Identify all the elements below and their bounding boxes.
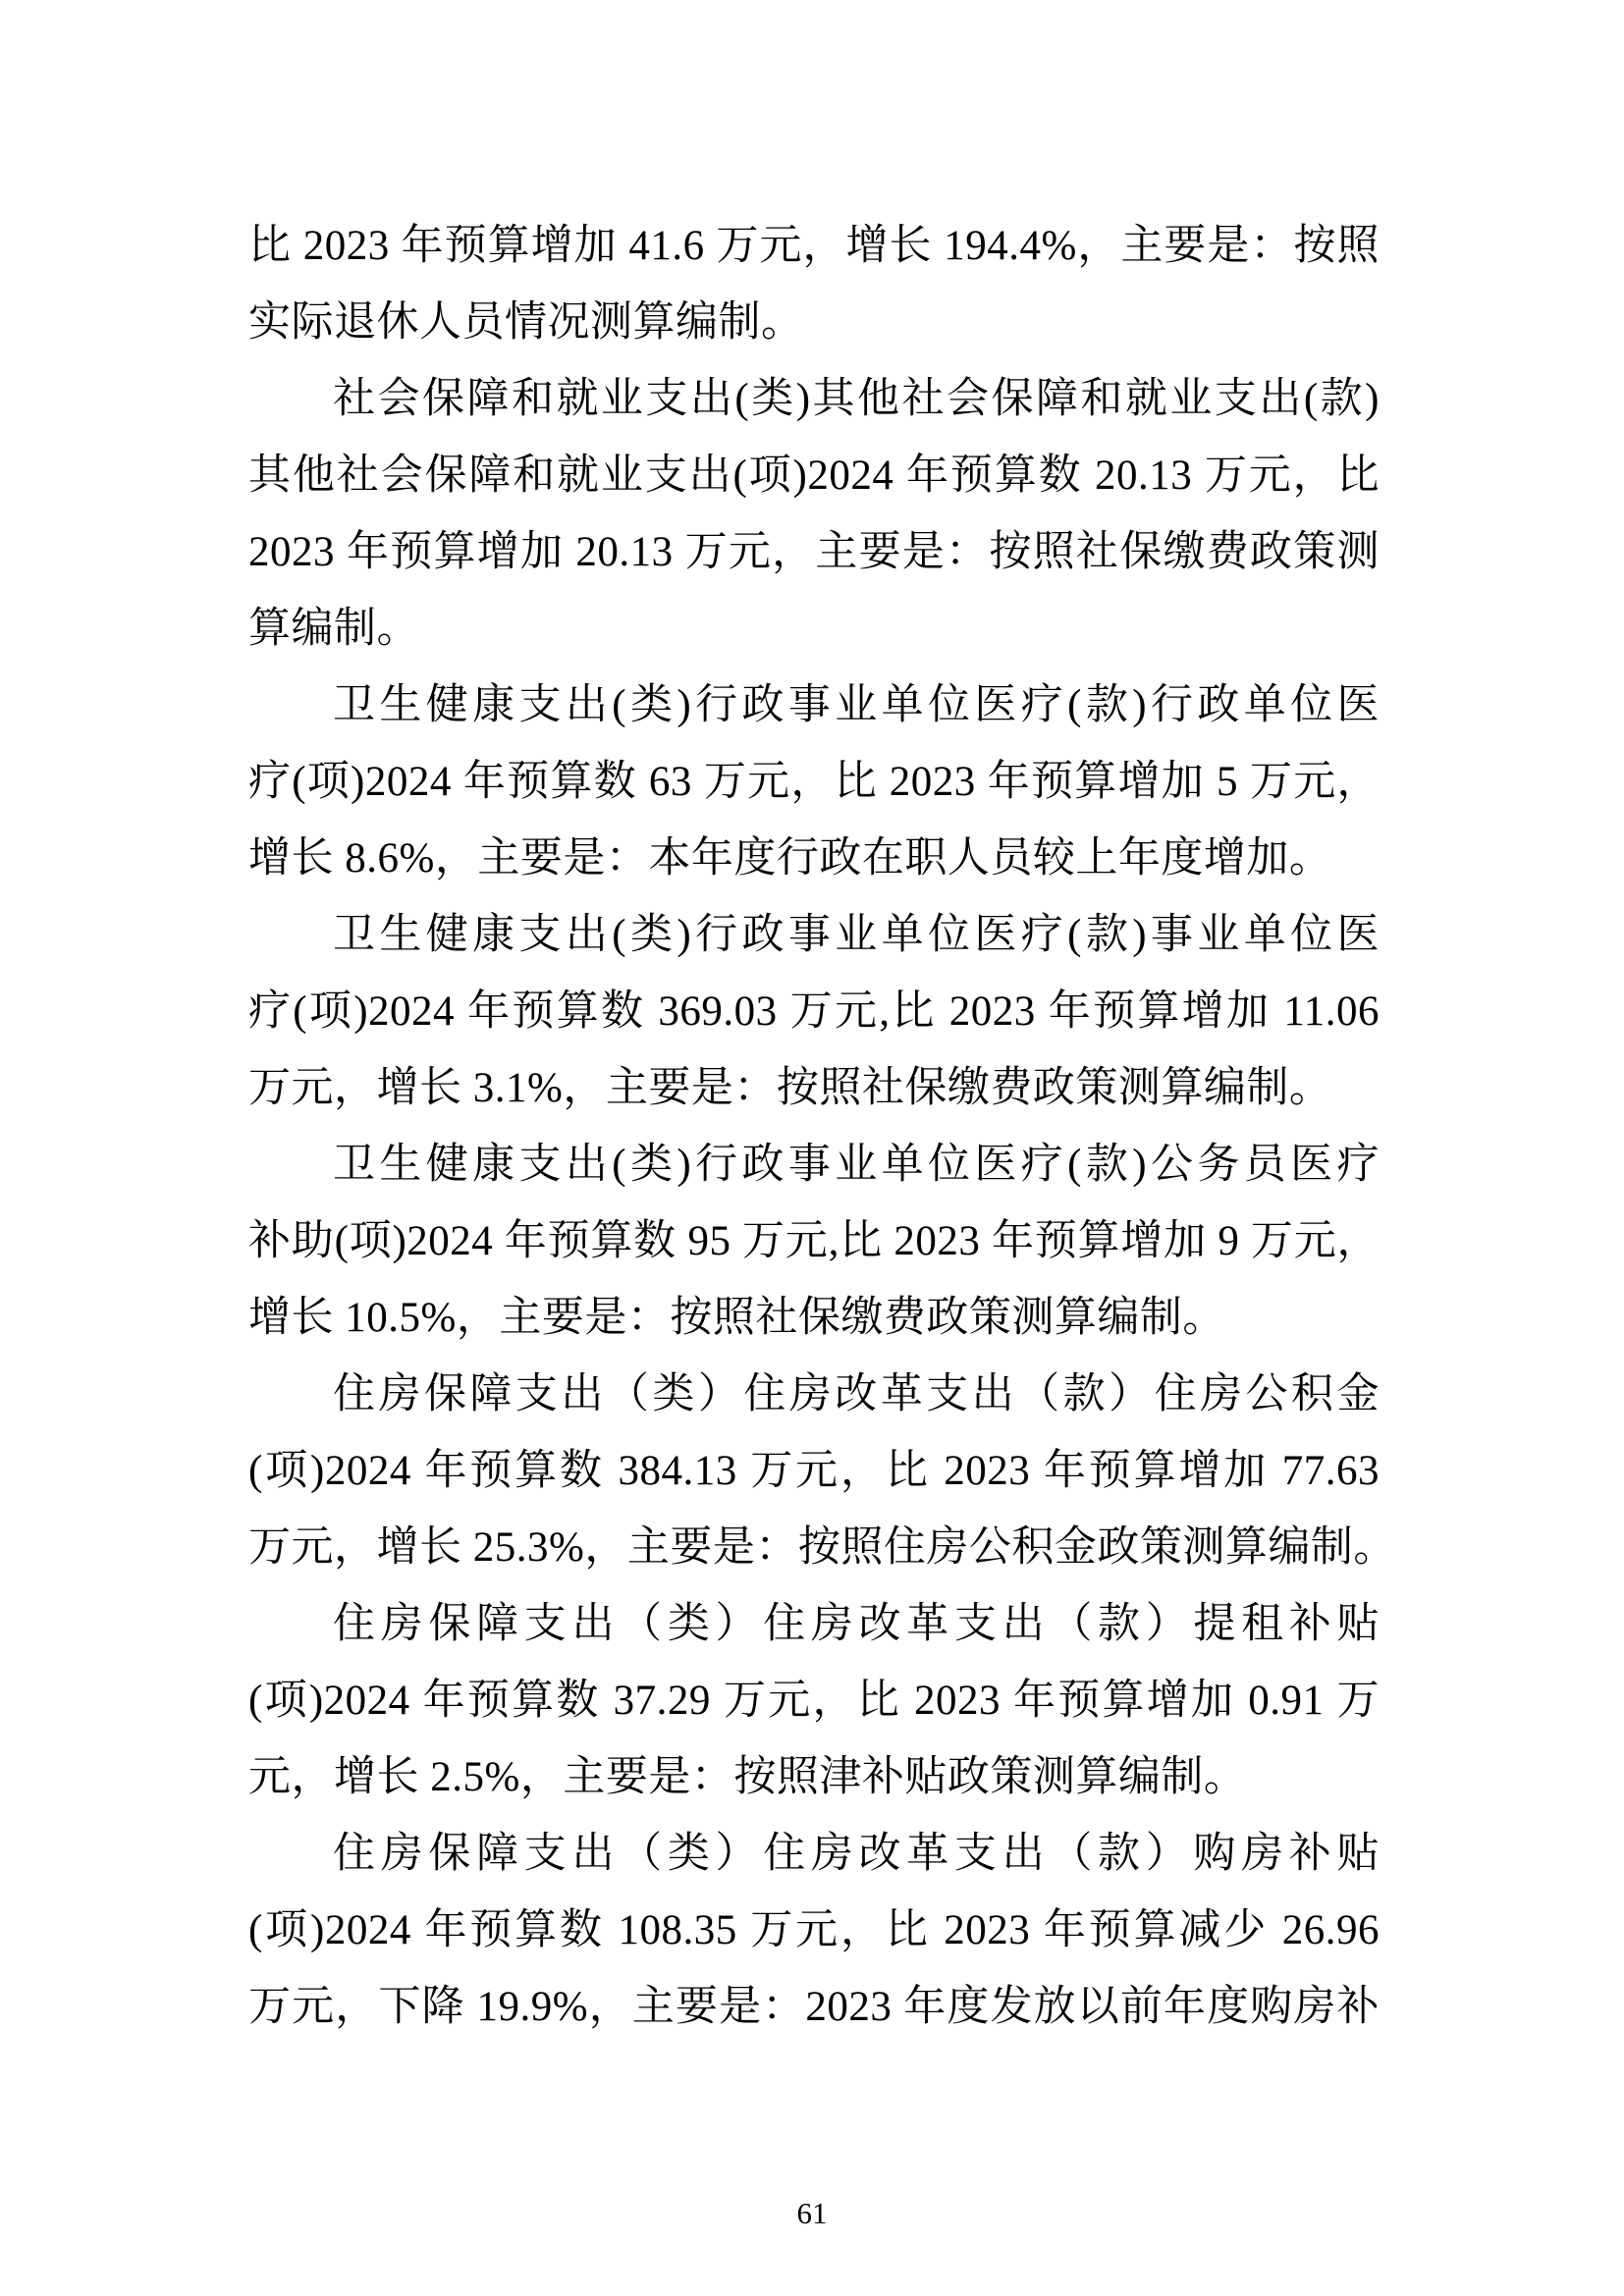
text-line: 2023 年预算增加 20.13 万元，主要是：按照社保缴费政策测 bbox=[248, 529, 1380, 575]
text-line: 住房保障支出（类）住房改革支出（款）提租补贴 bbox=[333, 1601, 1380, 1647]
text-line: 算编制。 bbox=[248, 606, 419, 652]
text-line: 疗(项)2024 年预算数 369.03 万元,比 2023 年预算增加 11.06 bbox=[248, 988, 1380, 1035]
text-line: 万元，增长 25.3%，主要是：按照住房公积金政策测算编制。 bbox=[248, 1524, 1396, 1571]
text-line: 实际退休人员情况测算编制。 bbox=[248, 299, 804, 346]
text-line: 增长 10.5%，主要是：按照社保缴费政策测算编制。 bbox=[248, 1295, 1225, 1341]
text-line: 增长 8.6%，主要是：本年度行政在职人员较上年度增加。 bbox=[248, 835, 1332, 881]
text-line: 卫生健康支出(类)行政事业单位医疗(款)行政单位医 bbox=[333, 682, 1380, 728]
text-line: 疗(项)2024 年预算数 63 万元，比 2023 年预算增加 5 万元， bbox=[248, 759, 1380, 805]
text-line: 万元，下降 19.9%，主要是：2023 年度发放以前年度购房补 bbox=[248, 1984, 1380, 2030]
text-line: (项)2024 年预算数 37.29 万元，比 2023 年预算增加 0.91 万 bbox=[248, 1678, 1380, 1724]
text-line: 卫生健康支出(类)行政事业单位医疗(款)公务员医疗 bbox=[333, 1142, 1380, 1188]
text-line: 比 2023 年预算增加 41.6 万元，增长 194.4%，主要是：按照 bbox=[248, 223, 1380, 269]
page-number: 61 bbox=[796, 2196, 828, 2230]
text-line: (项)2024 年预算数 108.35 万元，比 2023 年预算减少 26.96 bbox=[248, 1907, 1380, 1953]
body-text bbox=[248, 208, 1396, 2046]
text-line: 补助(项)2024 年预算数 95 万元,比 2023 年预算增加 9 万元， bbox=[248, 1218, 1380, 1264]
text-line: 住房保障支出（类）住房改革支出（款）住房公积金 bbox=[333, 1371, 1380, 1417]
text-line: 其他社会保障和就业支出(项)2024 年预算数 20.13 万元，比 bbox=[248, 453, 1380, 499]
text-line: 卫生健康支出(类)行政事业单位医疗(款)事业单位医 bbox=[333, 912, 1380, 958]
text-line: 万元，增长 3.1%，主要是：按照社保缴费政策测算编制。 bbox=[248, 1065, 1332, 1111]
text-line: 社会保障和就业支出(类)其他社会保障和就业支出(款) bbox=[333, 376, 1380, 422]
text-line: 元，增长 2.5%，主要是：按照津补贴政策测算编制。 bbox=[248, 1754, 1247, 1800]
text-line: 住房保障支出（类）住房改革支出（款）购房补贴 bbox=[333, 1831, 1380, 1877]
text-line: (项)2024 年预算数 384.13 万元，比 2023 年预算增加 77.63 bbox=[248, 1448, 1380, 1494]
